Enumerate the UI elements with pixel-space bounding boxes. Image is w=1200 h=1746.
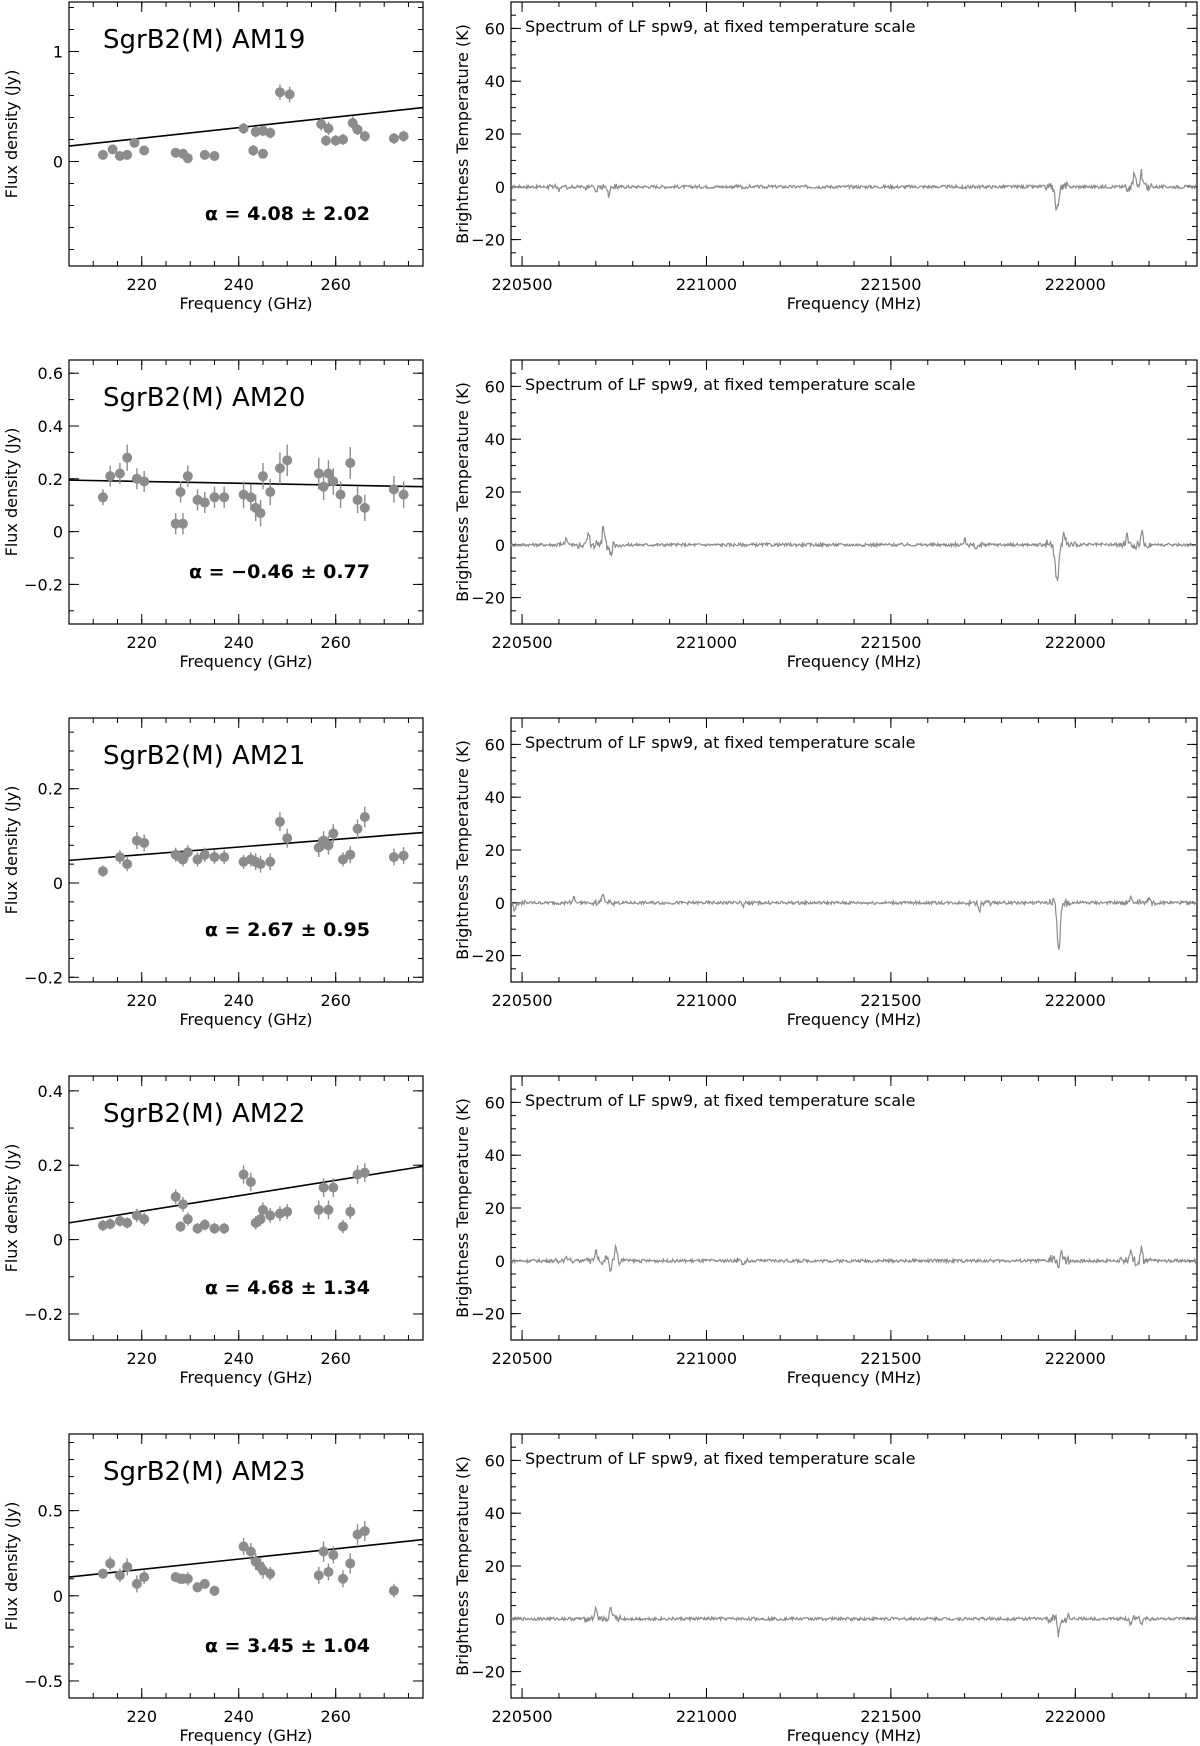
plot-frame [511, 718, 1197, 982]
y-tick-label: 0 [494, 535, 505, 555]
y-tick-label: 60 [484, 1093, 505, 1113]
data-point [282, 833, 292, 843]
x-tick-label: 240 [223, 1349, 254, 1368]
data-point [323, 1567, 333, 1577]
data-point [139, 1214, 149, 1224]
spectrum-title: Spectrum of LF spw9, at fixed temperature scale [525, 375, 916, 394]
y-axis-label: Brightness Temperature (K) [453, 24, 472, 244]
data-point [246, 1177, 256, 1187]
spectrum-panel [453, 1076, 1197, 1387]
data-point [122, 1562, 132, 1572]
data-point [219, 492, 229, 502]
data-point [209, 852, 219, 862]
data-point [328, 1183, 338, 1193]
y-tick-label: 60 [484, 377, 505, 397]
x-axis-label: Frequency (GHz) [179, 1010, 313, 1029]
fit-line [69, 480, 423, 487]
data-point [105, 1558, 115, 1568]
data-point [265, 128, 275, 138]
plot-frame [511, 1434, 1197, 1698]
y-tick-label: 0 [52, 1230, 63, 1250]
data-point [285, 89, 295, 99]
x-tick-label: 260 [320, 1707, 351, 1726]
data-point [115, 852, 125, 862]
data-point [200, 150, 210, 160]
data-point [319, 482, 329, 492]
data-point [265, 857, 275, 867]
x-tick-label: 260 [320, 1349, 351, 1368]
data-point [323, 840, 333, 850]
data-point [98, 150, 108, 160]
data-point [389, 852, 399, 862]
data-point [360, 1526, 370, 1536]
x-tick-label: 221000 [675, 1349, 738, 1368]
data-point [314, 1570, 324, 1580]
x-tick-label: 221500 [860, 991, 922, 1010]
spectrum-panel [453, 360, 1197, 671]
y-tick-label: 0.4 [37, 417, 63, 436]
y-tick-label: −20 [471, 946, 505, 966]
y-axis-label: Flux density (Jy) [2, 1501, 21, 1631]
data-point [98, 866, 108, 876]
x-tick-label: 222000 [1044, 1349, 1106, 1368]
data-point [200, 850, 210, 860]
y-axis-label: Flux density (Jy) [2, 69, 21, 199]
y-tick-label: 0.2 [37, 779, 63, 799]
data-point [336, 490, 346, 500]
source-title: SgrB2(M) AM20 [103, 383, 306, 413]
spectral-index: α = 2.67 ± 0.95 [204, 919, 370, 941]
data-point [246, 1547, 256, 1557]
spectrum-title: Spectrum of LF spw9, at fixed temperature scale [525, 1091, 916, 1110]
plot-frame [511, 360, 1197, 624]
data-point [321, 136, 331, 146]
data-point [239, 1170, 249, 1180]
spectrum-line [511, 1608, 1197, 1638]
sed-panel [2, 2, 423, 313]
source-title: SgrB2(M) AM19 [103, 25, 306, 55]
data-point [258, 471, 268, 481]
x-tick-label: 240 [223, 633, 254, 652]
sed-panel [2, 360, 423, 671]
x-tick-label: 220500 [491, 633, 553, 652]
data-point [122, 150, 132, 160]
spectrum-title: Spectrum of LF spw9, at fixed temperature scale [525, 1449, 916, 1468]
spectral-index: α = 3.45 ± 1.04 [204, 1635, 370, 1657]
data-point [200, 498, 210, 508]
y-axis-label: Brightness Temperature (K) [453, 1098, 472, 1318]
x-tick-label: 220500 [491, 275, 553, 294]
spectrum-line [511, 526, 1197, 581]
y-tick-label: 40 [484, 72, 505, 92]
y-axis-label: Flux density (Jy) [2, 1143, 21, 1273]
data-point [319, 1547, 329, 1557]
sed-panel [2, 1434, 423, 1745]
source-title: SgrB2(M) AM22 [103, 1099, 306, 1129]
x-tick-label: 221000 [675, 275, 738, 294]
data-point [176, 1222, 186, 1232]
source-title: SgrB2(M) AM23 [103, 1457, 306, 1487]
x-tick-label: 220 [126, 275, 158, 294]
data-point [338, 1222, 348, 1232]
y-tick-label: 0 [52, 522, 63, 542]
data-point [246, 492, 256, 502]
y-axis-label: Brightness Temperature (K) [453, 740, 472, 960]
x-tick-label: 220500 [491, 991, 553, 1010]
data-point [178, 519, 188, 529]
y-tick-label: 0 [52, 152, 63, 172]
data-point [105, 1219, 115, 1229]
data-point [265, 1210, 275, 1220]
data-point [183, 1214, 193, 1224]
y-axis-label: Brightness Temperature (K) [453, 382, 472, 602]
spectrum-line [511, 1246, 1197, 1272]
data-point [183, 847, 193, 857]
data-point [139, 1572, 149, 1582]
data-point [360, 131, 370, 141]
x-axis-label: Frequency (MHz) [786, 1010, 922, 1029]
data-point [399, 851, 409, 861]
x-tick-label: 221000 [675, 1707, 738, 1726]
y-tick-label: 20 [484, 125, 505, 144]
spectral-index: α = −0.46 ± 0.77 [188, 561, 370, 583]
spectrum-panel [453, 1434, 1197, 1745]
y-tick-label: 60 [484, 735, 505, 755]
data-point [105, 471, 115, 481]
y-tick-label: 40 [484, 430, 505, 450]
data-point [139, 838, 149, 848]
data-point [389, 484, 399, 494]
data-point [328, 1550, 338, 1560]
data-point [345, 458, 355, 468]
x-tick-label: 220500 [491, 1707, 553, 1726]
y-tick-label: 0 [494, 1251, 505, 1271]
y-tick-label: 0 [52, 1586, 63, 1606]
source-title: SgrB2(M) AM21 [103, 741, 306, 771]
x-axis-label: Frequency (MHz) [786, 652, 922, 671]
y-tick-label: 0.5 [37, 1501, 63, 1521]
sed-panel [2, 718, 423, 1029]
data-point [122, 453, 132, 463]
y-tick-label: 0 [494, 177, 505, 197]
y-tick-label: −20 [471, 1662, 505, 1682]
data-point [360, 812, 370, 822]
data-point [183, 1574, 193, 1584]
y-tick-label: 60 [484, 19, 505, 39]
data-point [98, 1569, 108, 1579]
x-axis-label: Frequency (MHz) [786, 1726, 922, 1745]
data-point [183, 153, 193, 163]
data-point [389, 133, 399, 143]
data-point [171, 1192, 181, 1202]
data-point [129, 138, 139, 148]
data-point [115, 1570, 125, 1580]
y-tick-label: 1 [52, 42, 63, 62]
data-point [345, 850, 355, 860]
data-point [328, 476, 338, 486]
data-point [258, 149, 268, 159]
data-point [98, 492, 108, 502]
data-point [209, 1586, 219, 1596]
data-point [176, 487, 186, 497]
y-tick-label: 20 [484, 483, 505, 502]
y-tick-label: −20 [471, 230, 505, 250]
spectrum-title: Spectrum of LF spw9, at fixed temperature scale [525, 17, 916, 36]
data-point [209, 151, 219, 161]
spectral-index: α = 4.08 ± 2.02 [204, 203, 370, 225]
data-point [275, 817, 285, 827]
data-point [399, 131, 409, 141]
y-tick-label: 40 [484, 1146, 505, 1166]
data-point [353, 495, 363, 505]
y-tick-label: 0.2 [37, 1156, 63, 1176]
y-tick-label: 60 [484, 1451, 505, 1471]
x-tick-label: 221000 [675, 991, 738, 1010]
data-point [115, 469, 125, 479]
y-tick-label: 20 [484, 1199, 505, 1218]
y-tick-label: 0.4 [37, 1081, 63, 1101]
plot-frame [511, 1076, 1197, 1340]
x-axis-label: Frequency (MHz) [786, 294, 922, 313]
data-point [200, 1579, 210, 1589]
data-point [323, 1205, 333, 1215]
data-point [239, 124, 249, 134]
x-axis-label: Frequency (GHz) [179, 1726, 313, 1745]
data-point [265, 1569, 275, 1579]
data-point [256, 859, 266, 869]
y-tick-label: 40 [484, 788, 505, 808]
data-point [314, 1205, 324, 1215]
data-point [256, 508, 266, 518]
data-point [132, 1579, 142, 1589]
data-point [314, 469, 324, 479]
data-point [275, 87, 285, 97]
data-point [122, 1218, 132, 1228]
data-point [338, 135, 348, 145]
y-axis-label: Flux density (Jy) [2, 785, 21, 915]
data-point [139, 146, 149, 156]
y-tick-label: −20 [471, 588, 505, 608]
x-tick-label: 221500 [860, 275, 922, 294]
y-tick-label: 0.2 [37, 469, 63, 489]
x-tick-label: 222000 [1044, 991, 1106, 1010]
spectrum-panel [453, 718, 1197, 1029]
data-point [122, 859, 132, 869]
y-tick-label: 40 [484, 1504, 505, 1524]
data-point [209, 492, 219, 502]
data-point [178, 1199, 188, 1209]
spectrum-line [511, 895, 1197, 950]
y-tick-label: 20 [484, 841, 505, 860]
data-point [275, 463, 285, 473]
x-tick-label: 222000 [1044, 633, 1106, 652]
data-point [139, 476, 149, 486]
x-tick-label: 220500 [491, 1349, 553, 1368]
x-tick-label: 240 [223, 991, 254, 1010]
plot-frame [511, 2, 1197, 266]
x-tick-label: 220 [126, 633, 158, 652]
y-tick-label: 0 [52, 874, 63, 893]
data-point [328, 829, 338, 839]
data-point [248, 146, 258, 156]
spectrum-line [511, 169, 1197, 210]
y-tick-label: −0.2 [24, 1304, 63, 1324]
x-tick-label: 260 [320, 275, 351, 294]
y-tick-label: 0 [494, 1609, 505, 1629]
data-point [338, 1574, 348, 1584]
y-axis-label: Brightness Temperature (K) [453, 1456, 472, 1676]
y-tick-label: −0.5 [24, 1671, 63, 1691]
spectrum-title: Spectrum of LF spw9, at fixed temperature scale [525, 733, 916, 752]
y-tick-label: −20 [471, 1304, 505, 1324]
x-tick-label: 221500 [860, 1707, 922, 1726]
data-point [282, 1207, 292, 1217]
data-point [209, 1223, 219, 1233]
x-tick-label: 222000 [1044, 1707, 1106, 1726]
sed-panel [2, 1076, 423, 1387]
data-point [360, 503, 370, 513]
x-axis-label: Frequency (GHz) [179, 1368, 313, 1387]
x-tick-label: 220 [126, 991, 158, 1010]
data-point [200, 1220, 210, 1230]
y-tick-label: −0.2 [24, 575, 63, 595]
spectrum-panel [453, 2, 1197, 313]
x-tick-label: 220 [126, 1349, 158, 1368]
data-point [353, 824, 363, 834]
data-point [219, 1223, 229, 1233]
data-point [256, 1214, 266, 1224]
x-axis-label: Frequency (GHz) [179, 652, 313, 671]
x-tick-label: 221500 [860, 1349, 922, 1368]
data-point [323, 124, 333, 134]
x-tick-label: 260 [320, 633, 351, 652]
x-tick-label: 260 [320, 991, 351, 1010]
data-point [399, 490, 409, 500]
x-tick-label: 221500 [860, 633, 922, 652]
x-tick-label: 222000 [1044, 275, 1106, 294]
y-tick-label: 20 [484, 1557, 505, 1576]
y-tick-label: −0.2 [24, 968, 63, 988]
data-point [183, 471, 193, 481]
data-point [219, 852, 229, 862]
y-tick-label: 0 [494, 893, 505, 913]
x-tick-label: 240 [223, 1707, 254, 1726]
x-tick-label: 221000 [675, 633, 738, 652]
data-point [389, 1586, 399, 1596]
y-axis-label: Flux density (Jy) [2, 427, 21, 557]
data-point [345, 1558, 355, 1568]
x-axis-label: Frequency (GHz) [179, 294, 313, 313]
data-point [265, 487, 275, 497]
y-tick-label: 0.6 [37, 364, 63, 384]
data-point [319, 1183, 329, 1193]
x-axis-label: Frequency (MHz) [786, 1368, 922, 1387]
spectral-index: α = 4.68 ± 1.34 [204, 1277, 370, 1299]
data-point [360, 1168, 370, 1178]
data-point [345, 1207, 355, 1217]
x-tick-label: 240 [223, 275, 254, 294]
x-tick-label: 220 [126, 1707, 158, 1726]
data-point [282, 455, 292, 465]
